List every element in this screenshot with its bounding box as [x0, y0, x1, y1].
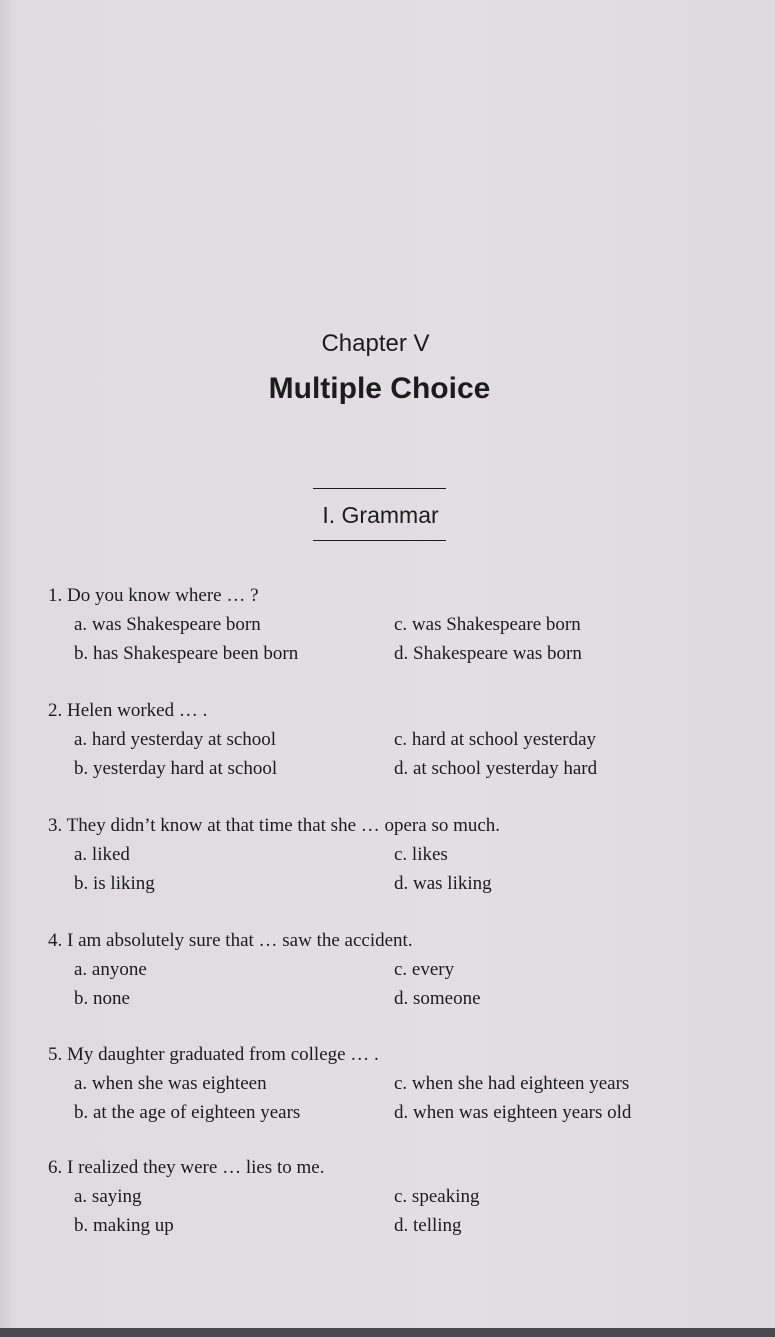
answer-options	[74, 840, 748, 898]
option-b: b. has Shakespeare been born	[74, 643, 299, 664]
option-a: a. hard yesterday at school	[74, 729, 277, 750]
chapter-heading: Chapter V	[321, 330, 430, 357]
option-b: b. yesterday hard at school	[74, 758, 278, 779]
option-a: a. anyone	[74, 959, 147, 980]
section-heading: I. Grammar	[322, 502, 439, 528]
option-d: d. telling	[394, 1215, 462, 1236]
option-a: a. was Shakespeare born	[74, 614, 261, 635]
option-b: b. is liking	[74, 873, 155, 894]
question-stem: 2. Helen worked … .	[48, 700, 208, 721]
option-d: d. Shakespeare was born	[394, 643, 582, 664]
question-1	[48, 582, 748, 668]
question-6	[48, 1154, 748, 1240]
option-d: d. when was eighteen years old	[394, 1102, 632, 1123]
answer-options	[74, 955, 748, 1013]
option-d: d. was liking	[394, 873, 492, 894]
answer-options	[74, 725, 748, 783]
option-c: c. when she had eighteen years	[394, 1073, 630, 1094]
option-a: a. saying	[74, 1186, 142, 1207]
option-b: b. none	[74, 988, 130, 1009]
option-d: d. someone	[394, 988, 481, 1009]
question-stem: 1. Do you know where … ?	[48, 585, 259, 606]
option-a: a. liked	[74, 844, 130, 865]
option-c: c. was Shakespeare born	[394, 614, 581, 635]
answer-options	[74, 1182, 748, 1240]
option-d: d. at school yesterday hard	[394, 758, 598, 779]
question-stem: 5. My daughter graduated from college … .	[48, 1044, 379, 1065]
option-b: b. at the age of eighteen years	[74, 1102, 301, 1123]
question-stem: 4. I am absolutely sure that … saw the accident.	[48, 930, 413, 951]
answer-options	[74, 1069, 748, 1127]
section-rule-top	[313, 488, 446, 489]
option-c: c. speaking	[394, 1186, 480, 1207]
page-title: Multiple Choice	[268, 372, 491, 405]
question-5	[48, 1041, 748, 1127]
option-b: b. making up	[74, 1215, 174, 1236]
question-2	[48, 697, 748, 783]
question-4	[48, 927, 748, 1013]
question-stem: 6. I realized they were … lies to me.	[48, 1157, 325, 1178]
question-3	[48, 812, 748, 898]
page-bottom-edge	[0, 1328, 775, 1337]
option-c: c. hard at school yesterday	[394, 729, 597, 750]
answer-options	[74, 610, 748, 668]
option-c: c. likes	[394, 844, 448, 865]
option-c: c. every	[394, 959, 455, 980]
option-a: a. when she was eighteen	[74, 1073, 267, 1094]
question-stem: 3. They didn’t know at that time that she … opera so much.	[48, 815, 501, 836]
section-rule-bottom	[313, 540, 446, 541]
